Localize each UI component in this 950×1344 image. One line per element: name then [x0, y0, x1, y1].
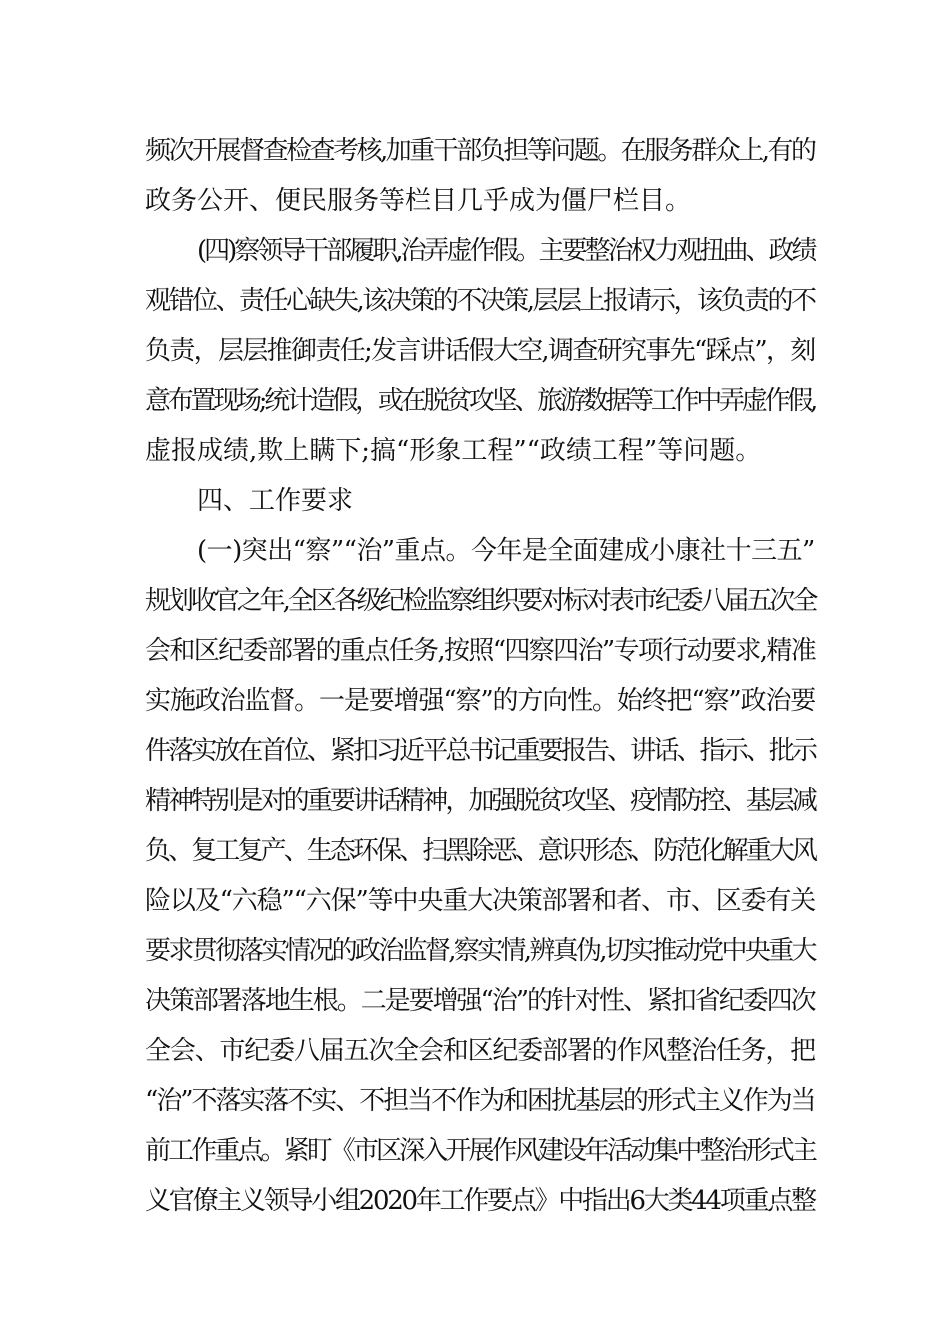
paragraph-line: 决策部署落地生根。二是要增强“治”的针对性、紧扣省纪委四次	[145, 986, 815, 1016]
paragraph-line: 虚报成绩,欺上瞒下;搞“形象工程”“政绩工程”等问题。	[145, 436, 762, 466]
section-four-heading-line: (四)察领导干部履职,治弄虚作假。主要整治权力观扭曲、政绩	[197, 236, 815, 266]
paragraph-line: 频次开展督查检查考核,加重干部负担等问题。在服务群众上,有的	[145, 136, 815, 166]
section-heading: 四、工作要求	[197, 486, 354, 516]
paragraph-line: 义官僚主义领导小组2020年工作要点》中指出6大类44项重点整	[145, 1186, 815, 1216]
paragraph-line: 负、复工复产、生态环保、扫黑除恶、意识形态、防范化解重大风	[145, 836, 816, 866]
paragraph-line: 负责，层层推御责任;发言讲话假大空,调查研究事先“踩点”，刻	[145, 336, 815, 366]
paragraph-line: 全会、市纪委八届五次全会和区纪委部署的作风整治任务，把	[145, 1036, 816, 1066]
paragraph-line: 实施政治监督。一是要增强“察”的方向性。始终把“察”政治要	[145, 686, 816, 716]
paragraph-line: 要求贯彻落实情况的政治监督,察实情,辨真伪,切实推动党中央重大	[145, 936, 815, 966]
paragraph-line: 险以及“六稳”“六保”等中央重大决策部署和者、市、区委有关	[145, 886, 816, 916]
subsection-one-heading-line: (一)突出“察”“治”重点。今年是全面建成小康社十三五”	[197, 536, 815, 566]
paragraph-line: 件落实放在首位、紧扣习近平总书记重要报告、讲话、指示、批示	[145, 736, 816, 766]
paragraph-line: 规划收官之年,全区各级纪检监察组织要对标对表市纪委八届五次全	[145, 586, 816, 616]
paragraph-line: 精神特别是对的重要讲话精神，加强脱贫攻坚、疫情防控、基层减	[145, 786, 816, 816]
paragraph-line: 意布置现场;统计造假，或在脱贫攻坚、旅游数据等工作中弄虚作假,	[145, 386, 816, 416]
paragraph-line: “治”不落实落不实、不担当不作为和困扰基层的形式主义作为当	[145, 1086, 815, 1116]
paragraph-line: 政务公开、便民服务等栏目几乎成为僵尸栏目。	[145, 186, 692, 216]
paragraph-line: 会和区纪委部署的重点任务,按照“四察四治”专项行动要求,精准	[145, 636, 816, 666]
paragraph-line: 前工作重点。紧盯《市区深入开展作风建设年活动集中整治形式主	[145, 1136, 816, 1166]
paragraph-line: 观错位、责任心缺失,该决策的不决策,层层上报请示，该负责的不	[145, 286, 815, 316]
